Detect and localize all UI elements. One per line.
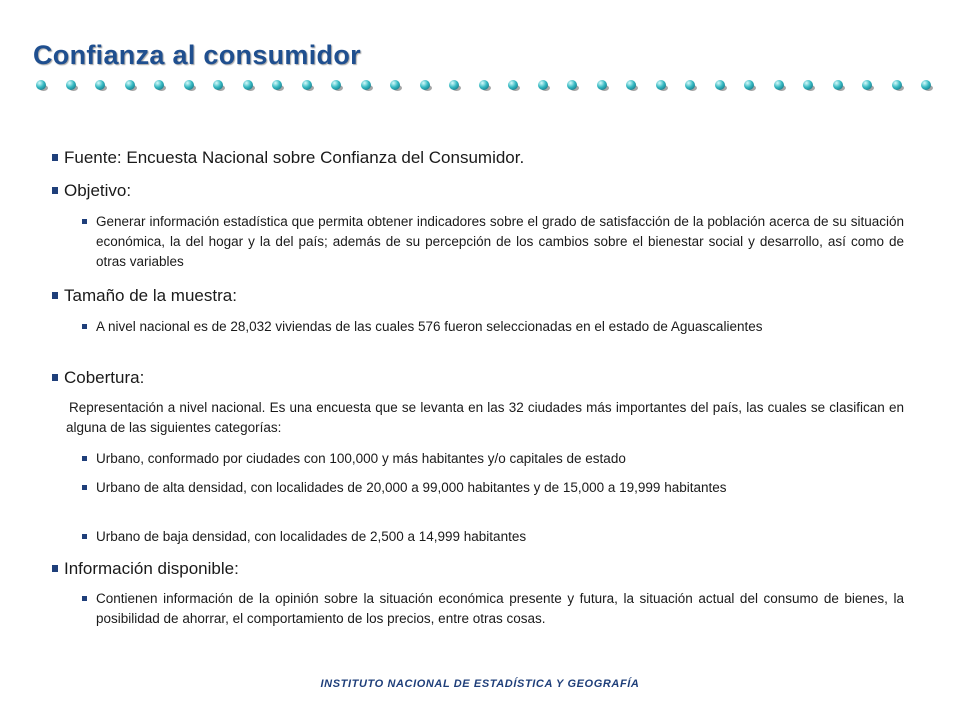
bullet-informacion	[52, 559, 912, 579]
informacion-item-text: Contienen información de la opinión sobre la situación económica presente y futura, la situación actual del consumo de bienes, la posibilidad de ahorrar, el comportamiento de los precios, entre otras cosas.	[96, 591, 904, 626]
dot-icon	[361, 80, 371, 90]
fuente-text: Fuente: Encuesta Nacional sobre Confianza del Consumidor.	[64, 148, 525, 167]
objetivo-label: Objetivo:	[64, 181, 132, 200]
objetivo-item-text: Generar información estadística que permita obtener indicadores sobre el grado de satisfacción de la población acerca de su situación económica, la del hogar y la del país; además de su percepción de los cambios sobre el bienestar social y desarrollo, así como de otras variables	[96, 214, 904, 269]
dot-icon	[508, 80, 518, 90]
dot-icon	[921, 80, 931, 90]
bullet-cobertura	[52, 368, 912, 388]
dot-icon	[272, 80, 282, 90]
dot-icon	[833, 80, 843, 90]
bullet-muestra	[52, 286, 912, 306]
cobertura-item	[82, 449, 904, 469]
dot-icon	[331, 80, 341, 90]
square-bullet-icon	[52, 374, 58, 381]
dot-icon	[567, 80, 577, 90]
dot-icon	[656, 80, 666, 90]
dot-icon	[36, 80, 46, 90]
dot-icon	[803, 80, 813, 90]
dot-icon	[184, 80, 194, 90]
dot-icon	[154, 80, 164, 90]
slide-title: Confianza al consumidor	[33, 40, 361, 70]
dot-icon	[774, 80, 784, 90]
dot-icon	[66, 80, 76, 90]
dot-icon	[862, 80, 872, 90]
cobertura-item-text: Urbano, conformado por ciudades con 100,000 y más habitantes y/o capitales de estado	[96, 451, 626, 466]
cobertura-item	[82, 478, 904, 498]
cobertura-paragraph: Representación a nivel nacional. Es una encuesta que se levanta en las 32 ciudades más importantes del país, las cuales se clasifican en alguna de las siguientes categorías:	[66, 400, 904, 435]
square-bullet-icon	[82, 456, 87, 461]
dot-icon	[479, 80, 489, 90]
square-bullet-icon	[52, 154, 58, 161]
informacion-label: Información disponible:	[64, 559, 239, 578]
square-bullet-icon	[82, 596, 87, 601]
dot-icon	[95, 80, 105, 90]
informacion-item	[82, 589, 904, 629]
dot-icon	[538, 80, 548, 90]
muestra-item-text: A nivel nacional es de 28,032 viviendas de las cuales 576 fueron seleccionadas en el estado de Aguascalientes	[96, 319, 763, 334]
dot-icon	[125, 80, 135, 90]
muestra-label: Tamaño de la muestra:	[64, 286, 237, 305]
cobertura-item-text: Urbano de alta densidad, con localidades de 20,000 a 99,000 habitantes y de 15,000 a 19,999 habitantes	[96, 480, 727, 495]
decorative-dot-line	[36, 80, 936, 96]
dot-icon	[390, 80, 400, 90]
dot-icon	[744, 80, 754, 90]
dot-icon	[685, 80, 695, 90]
objetivo-item	[82, 212, 904, 272]
cobertura-item	[82, 527, 904, 547]
dot-icon	[597, 80, 607, 90]
dot-icon	[243, 80, 253, 90]
square-bullet-icon	[52, 292, 58, 299]
bullet-fuente	[52, 148, 912, 168]
square-bullet-icon	[52, 565, 58, 572]
square-bullet-icon	[82, 534, 87, 539]
bullet-objetivo	[52, 181, 912, 201]
square-bullet-icon	[82, 324, 87, 329]
dot-icon	[892, 80, 902, 90]
dot-icon	[626, 80, 636, 90]
footer-institution: INSTITUTO NACIONAL DE ESTADÍSTICA Y GEOGRAFÍA	[320, 678, 640, 690]
dot-icon	[213, 80, 223, 90]
muestra-item	[82, 317, 904, 337]
dot-icon	[715, 80, 725, 90]
cobertura-item-text: Urbano de baja densidad, con localidades de 2,500 a 14,999 habitantes	[96, 529, 527, 544]
square-bullet-icon	[82, 219, 87, 224]
dot-icon	[449, 80, 459, 90]
cobertura-label: Cobertura:	[64, 368, 145, 387]
dot-icon	[420, 80, 430, 90]
square-bullet-icon	[82, 485, 87, 490]
dot-icon	[302, 80, 312, 90]
square-bullet-icon	[52, 187, 58, 194]
